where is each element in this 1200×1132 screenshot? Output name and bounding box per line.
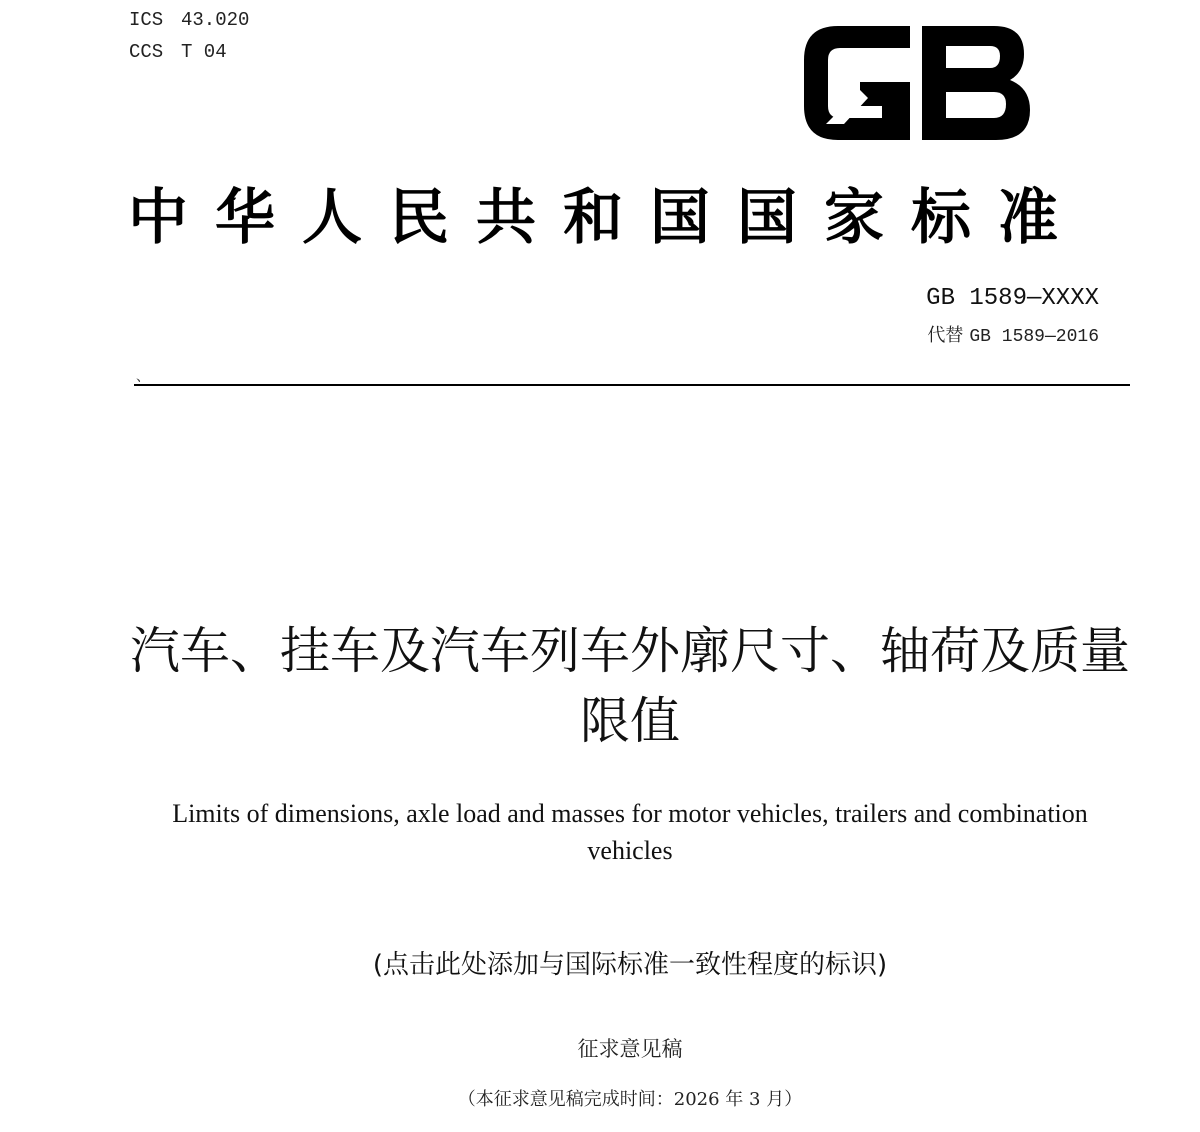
ics-value: 43.020 — [181, 9, 250, 31]
gb-logo-b-letter — [922, 26, 1030, 140]
stray-mark: 、 — [136, 369, 150, 385]
ccs-value: T 04 — [181, 41, 227, 63]
standard-number: GB 1589—XXXX — [926, 285, 1099, 312]
draft-label: 征求意见稿 — [577, 1037, 683, 1061]
replaces-standard — [927, 324, 1099, 349]
gb-logo-g-letter — [804, 26, 910, 140]
header-divider — [134, 384, 1130, 386]
ccs-label: CCS — [129, 41, 164, 63]
document-title-en: Limits of dimensions, axle load and masses for motor vehicles, trailers and combination vehicles — [172, 799, 1088, 865]
ics-label: ICS — [129, 9, 164, 31]
replaces-code: GB 1589—2016 — [969, 327, 1099, 347]
document-title-zh: 汽车、挂车及汽车列车外廓尺寸、轴荷及质量限值 — [130, 622, 1130, 750]
national-standard-heading: 中华人民共和国国家标准 — [128, 183, 1085, 253]
replaces-label: 代替 — [927, 325, 964, 346]
ics-classification — [129, 9, 249, 31]
ccs-classification — [129, 41, 227, 63]
draft-completion-date: （本征求意见稿完成时间：2026 年 3 月） — [457, 1089, 803, 1110]
consistency-note-placeholder[interactable]: (点击此处添加与国际标准一致性程度的标识) — [372, 950, 888, 980]
gb-logo — [798, 20, 1036, 144]
